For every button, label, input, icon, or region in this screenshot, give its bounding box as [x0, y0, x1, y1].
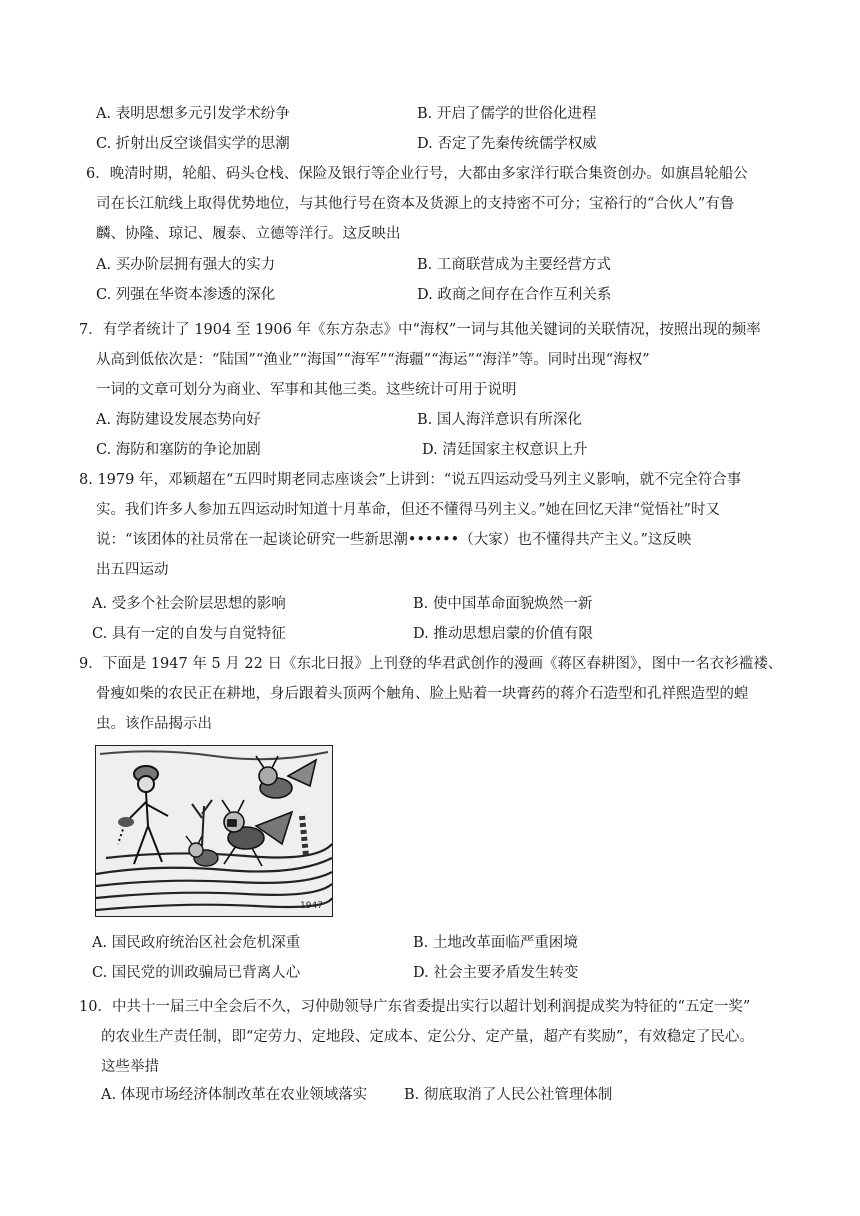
q10-option-a: A. 体现市场经济体制改革在农业领域落实 [101, 1087, 368, 1103]
cartoon-date: 1947 [300, 901, 323, 911]
q10-option-b: B. 彻底取消了人民公社管理体制 [404, 1087, 613, 1103]
q6-option-d: D. 政商之间存在合作互利关系 [417, 287, 612, 303]
q6-option-a: A. 买办阶层拥有强大的实力 [96, 257, 276, 273]
q6-option-c: C. 列强在华资本渗透的深化 [96, 287, 276, 303]
q9-option-d: D. 社会主要矛盾发生转变 [413, 965, 579, 981]
q7-option-b: B. 国人海洋意识有所深化 [417, 412, 582, 428]
q7-stem-line: 一词的文章可划分为商业、军事和其他三类。这些统计可用于说明 [96, 382, 517, 398]
q8-option-c: C. 具有一定的自发与自觉特征 [92, 626, 286, 642]
q9-stem-line: 9．下面是 1947 年 5 月 22 日《东北日报》上刊登的华君武创作的漫画《蒋区春耕图》，图中一名衣衫褴褛、 [79, 656, 783, 672]
q8-option-a: A. 受多个社会阶层思想的影响 [92, 596, 286, 612]
q8-stem-line: 8. 1979 年，邓颖超在“五四时期老同志座谈会”上讲到：“说五四运动受马列主义影响，就不完全符合事 [79, 472, 742, 488]
q10-stem-line: 的农业生产责任制，即“定劳力、定地段、定成本、定公分、定产量，超产有奖励”，有效稳定了民心。 [101, 1029, 754, 1045]
q10-stem-line: 10．中共十一届三中全会后不久，习仲勋领导广东省委提出实行以超计划利润提成奖为特征的“五定一奖” [79, 999, 751, 1015]
q8-option-d: D. 推动思想启蒙的价值有限 [413, 626, 593, 642]
q7-option-d: D. 清廷国家主权意识上升 [422, 442, 588, 458]
q9-stem-line: 虫。该作品揭示出 [96, 716, 212, 732]
q10-stem-line: 这些举措 [101, 1059, 159, 1075]
q5-option-a: A. 表明思想多元引发学术纷争 [96, 106, 290, 122]
q8-stem-line: 出五四运动 [96, 562, 169, 578]
q6-stem-line: 司在长江航线上取得优势地位，与其他行号在资本及货源上的支持密不可分；宝裕行的“合伙人”有鲁 [96, 196, 735, 212]
q8-stem-line: 说：“该团体的社员常在一起谈论研究一些新思潮••••••（大家）也不懂得共产主义。”这反映 [96, 532, 692, 548]
q5-option-d: D. 否定了先秦传统儒学权威 [417, 136, 597, 152]
q5-option-c: C. 折射出反空谈倡实学的思潮 [96, 136, 290, 152]
q5-option-b: B. 开启了儒学的世俗化进程 [417, 106, 597, 122]
q7-option-a: A. 海防建设发展态势向好 [96, 412, 261, 428]
q8-stem-line: 实。我们许多人参加五四运动时知道十月革命，但还不懂得马列主义。”她在回忆天津“觉悟社”时又 [96, 502, 720, 518]
q7-stem-line: 从高到低依次是：“陆国”“渔业”“海国”“海军”“海疆”“海运”“海洋”等。同时出现“海权” [96, 352, 650, 368]
q9-stem-line: 骨瘦如柴的农民正在耕地，身后跟着头顶两个触角、脸上贴着一块膏药的蒋介石造型和孔祥熙造型的蝗 [96, 686, 749, 702]
q6-option-b: B. 工商联营成为主要经营方式 [417, 257, 611, 273]
q7-stem-line: 7．有学者统计了 1904 至 1906 年《东方杂志》中“海权”一词与其他关键词的关联情况，按照出现的频率 [79, 322, 761, 338]
q6-stem-line: 麟、协隆、琼记、履泰、立德等洋行。这反映出 [96, 226, 401, 242]
q7-option-c: C. 海防和塞防的争论加剧 [96, 442, 261, 458]
q9-option-a: A. 国民政府统治区社会危机深重 [92, 935, 301, 951]
q6-stem-line: 6．晚清时期，轮船、码头仓栈、保险及银行等企业行号，大都由多家洋行联合集资创办。如旗昌轮船公 [86, 166, 748, 182]
q9-option-c: C. 国民党的训政骗局已背离人心 [92, 965, 301, 981]
cartoon-image [95, 745, 333, 917]
q9-option-b: B. 土地改革面临严重困境 [413, 935, 578, 951]
q8-option-b: B. 使中国革命面貌焕然一新 [413, 596, 593, 612]
